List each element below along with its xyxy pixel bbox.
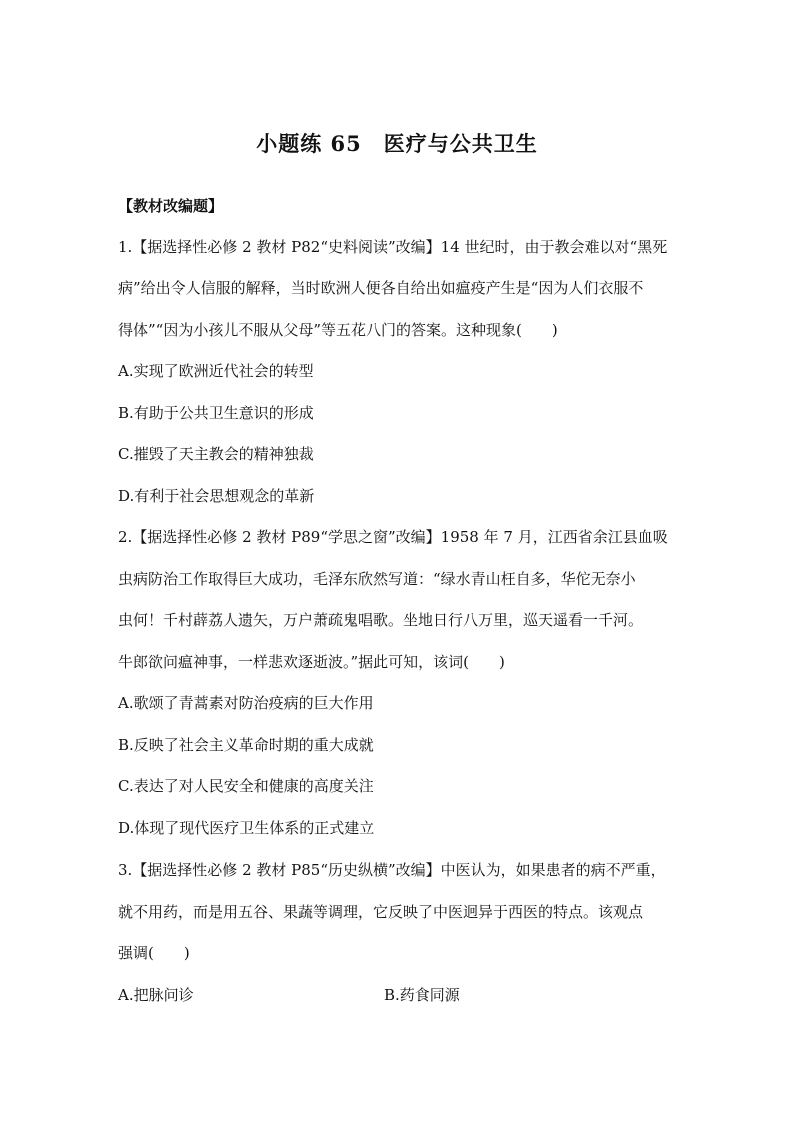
q1-option-a: A.实现了欧洲近代社会的转型: [118, 362, 314, 380]
q2-stem-line-2: 虫病防治工作取得巨大成功，毛泽东欣然写道：“绿水青山枉自多，华佗无奈小: [118, 570, 636, 588]
q2-option-a: A.歌颂了青蒿素对防治疫病的巨大作用: [118, 694, 374, 712]
q1-option-d: D.有利于社会思想观念的革新: [118, 487, 315, 505]
q1-option-c: C.摧毁了天主教会的精神独裁: [118, 445, 314, 463]
q3-option-a: A.把脉问诊: [118, 986, 194, 1004]
q2-stem-line-1: 2.【据选择性必修 2 教材 P89“学思之窗”改编】1958 年 7 月，江西省余江县血吸: [118, 528, 668, 546]
q1-stem-line-2: 病”给出令人信服的解释，当时欧洲人便各自给出如瘟疫产生是“因为人们衣服不: [118, 279, 644, 297]
q3-option-b: B.药食同源: [384, 986, 460, 1004]
page-title: 小题练 65 医疗与公共卫生: [256, 131, 538, 156]
q3-stem-line-1: 3.【据选择性必修 2 教材 P85“历史纵横”改编】中医认为，如果患者的病不严重，: [118, 861, 666, 879]
q2-stem-line-4: 牛郎欲问瘟神事，一样悲欢逐逝波。”据此可知，该词( ): [118, 653, 505, 671]
q1-stem-line-3: 得体”“因为小孩儿不服从父母”等五花八门的答案。这种现象( ): [118, 321, 558, 339]
q1-option-b: B.有助于公共卫生意识的形成: [118, 404, 314, 422]
q2-option-b: B.反映了社会主义革命时期的重大成就: [118, 736, 374, 754]
q3-options-row: [118, 985, 693, 1005]
section-header: 【教材改编题】: [118, 197, 224, 215]
q2-option-d: D.体现了现代医疗卫生体系的正式建立: [118, 819, 375, 837]
q3-stem-line-2: 就不用药，而是用五谷、果蔬等调理，它反映了中医迥异于西医的特点。该观点: [118, 903, 644, 921]
q1-stem-line-1: 1.【据选择性必修 2 教材 P82“史料阅读”改编】14 世纪时，由于教会难以对“黑死: [118, 238, 668, 256]
q2-option-c: C.表达了对人民安全和健康的高度关注: [118, 777, 374, 795]
q2-stem-line-3: 虫何！千村薜荔人遗矢，万户萧疏鬼唱歌。坐地日行八万里，巡天遥看一千河。: [118, 611, 644, 629]
q3-stem-line-3: 强调( ): [118, 944, 190, 962]
